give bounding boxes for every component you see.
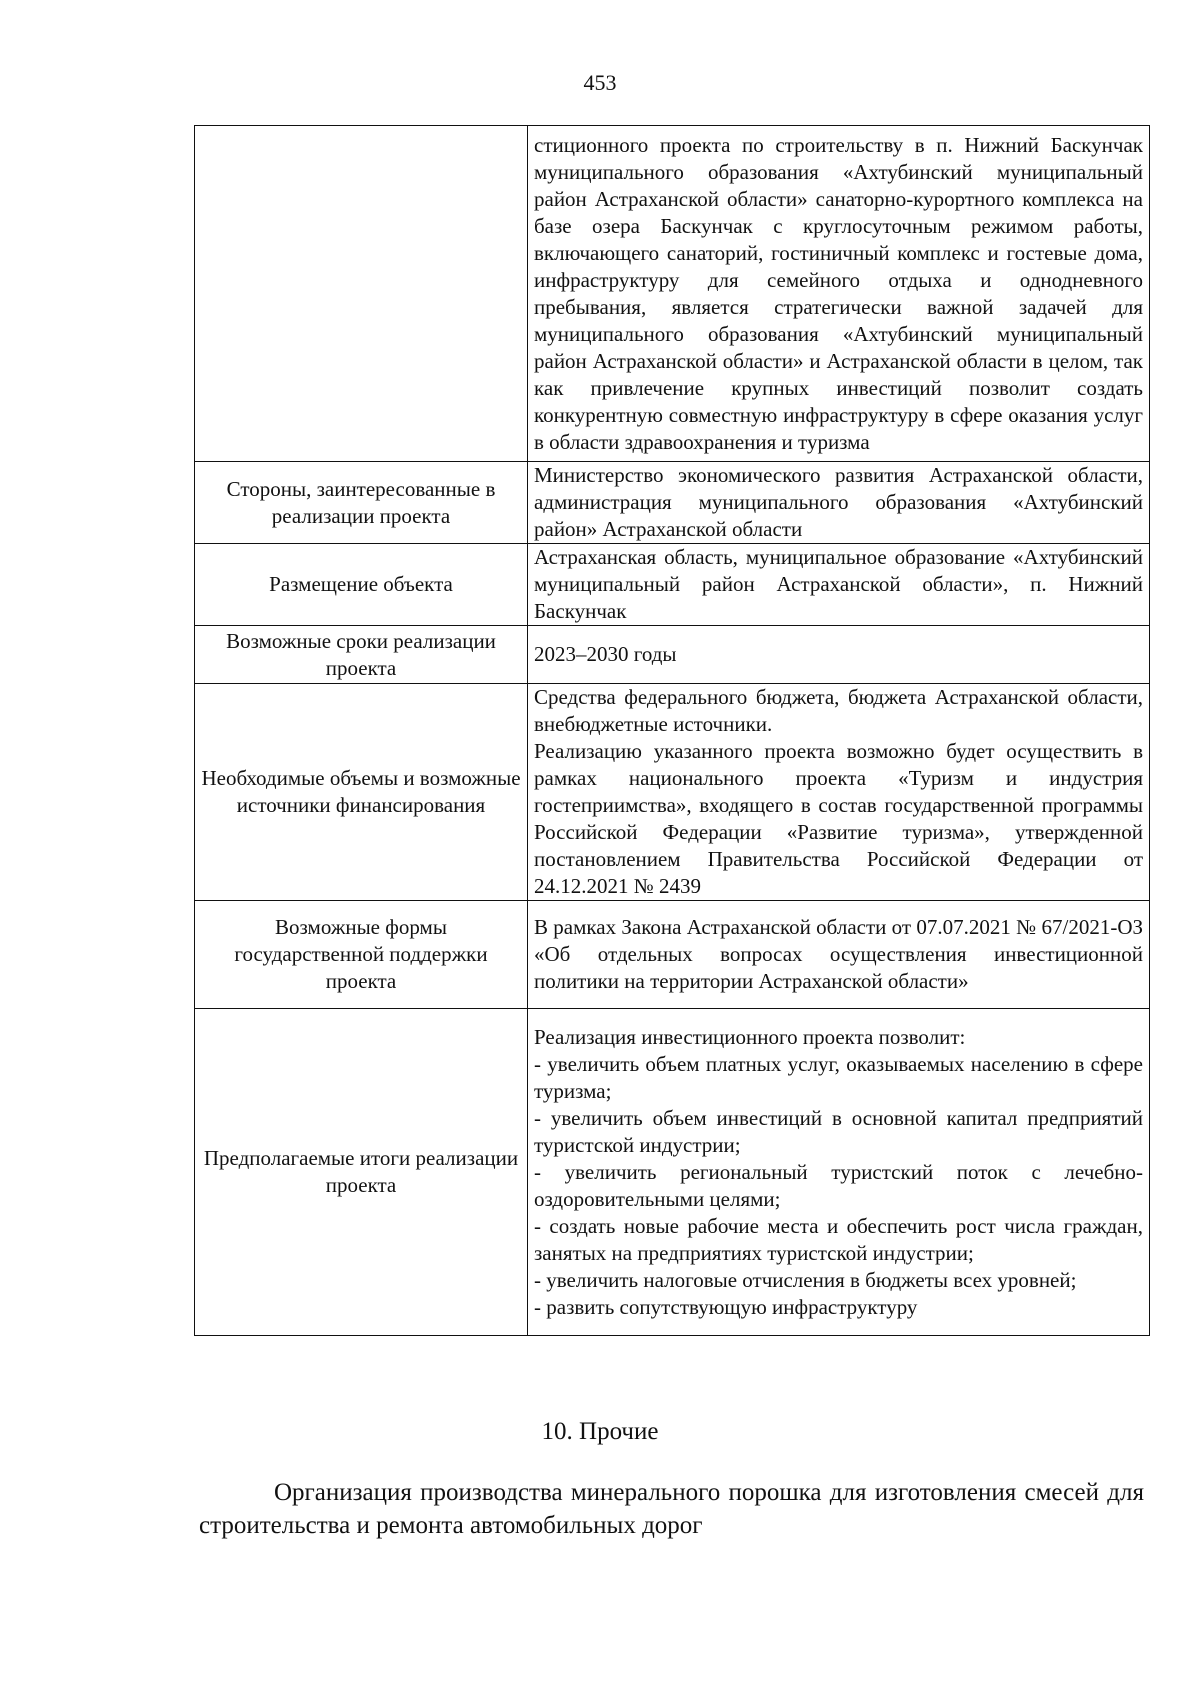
value-paragraph: - увеличить объем инвестиций в основной капитал предприятий туристской индустрии; [534, 1105, 1143, 1157]
value-paragraph: - увеличить налоговые отчисления в бюджеты всех уровней; [534, 1267, 1077, 1292]
row-value [528, 126, 1150, 462]
value-paragraph: - увеличить объем платных услуг, оказываемых населению в сфере туризма; [534, 1051, 1143, 1103]
row-label: Возможные сроки реализации проекта [195, 626, 528, 684]
table-row [195, 462, 1150, 544]
row-label: Возможные формы государственной поддержки проекта [195, 901, 528, 1009]
table-row [195, 126, 1150, 462]
value-paragraph: - развить сопутствующую инфраструктуру [534, 1294, 918, 1319]
row-label [195, 126, 528, 462]
table-row [195, 684, 1150, 901]
value-paragraph: стиционного проекта по строительству в п. Нижний Баскунчак муниципального образования «Ахтубинский муниципальный район Астраханской области» санаторно-курортного комплекса на базе озера Баскунчак с круглосуточным режимом работы, включающего санаторий, гостиничный комплекс и гостевые дома, инфраструктуру для семейного отдыха и однодневного пребывания, является стратегически важной задачей для муниципального образования «Ахтубинский муниципальный район Астраханской области» и Астраханской области в целом, так как привлечение крупных инвестиций позволит создать конкурентную совместную инфраструктуру в сфере оказания услуг в области здравоохранения и туризма [534, 132, 1143, 454]
table-row [195, 901, 1150, 1009]
row-value [528, 684, 1150, 901]
page-number: 453 [583, 70, 617, 95]
section-heading: 10. Прочие [541, 1418, 659, 1445]
row-value [528, 1009, 1150, 1336]
value-paragraph: Астраханская область, муниципальное образование «Ахтубинский муниципальный район Астраханской области», п. Нижний Баскунчак [534, 545, 1143, 623]
value-paragraph: Реализацию указанного проекта возможно будет осуществить в рамках национального проекта «Туризм и индустрия гостеприимства», входящего в состав государственной программы Российской Федерации «Развитие туризма», утвержденной постановлением Правительства Российской Федерации от 24.12.2021 № 2439 [534, 739, 1143, 898]
row-label: Предполагаемые итоги реализации проекта [195, 1009, 528, 1336]
value-paragraph: Средства федерального бюджета, бюджета Астраханской области, внебюджетные источники. [534, 685, 1143, 736]
value-paragraph: Реализация инвестиционного проекта позволит: [534, 1024, 966, 1049]
value-paragraph: Министерство экономического развития Астраханской области, администрация муниципального образования «Ахтубинский район» Астраханской области [534, 463, 1143, 541]
project-table [194, 125, 1150, 1336]
value-paragraph: В рамках Закона Астраханской области от 07.07.2021 № 67/2021-ОЗ «Об отдельных вопросах осуществления инвестиционной политики на территории Астраханской области» [534, 915, 1143, 993]
row-label: Стороны, заинтересованные в реализации проекта [195, 462, 528, 544]
row-value [528, 544, 1150, 626]
row-label: Необходимые объемы и возможные источники финансирования [195, 684, 528, 901]
row-value [528, 626, 1150, 684]
table-row [195, 1009, 1150, 1336]
row-value [528, 462, 1150, 544]
row-value [528, 901, 1150, 1009]
table-row [195, 544, 1150, 626]
table-row [195, 626, 1150, 684]
value-paragraph: - создать новые рабочие места и обеспечить рост числа граждан, занятых на предприятиях туристской индустрии; [534, 1213, 1143, 1265]
value-paragraph: - увеличить региональный туристский поток с лечебно-оздоровительными целями; [534, 1159, 1143, 1211]
row-label: Размещение объекта [195, 544, 528, 626]
value-paragraph: 2023–2030 годы [534, 642, 677, 666]
body-paragraph: Организация производства минерального порошка для изготовления смесей для строительства и ремонта автомобильных дорог [199, 1479, 1144, 1539]
